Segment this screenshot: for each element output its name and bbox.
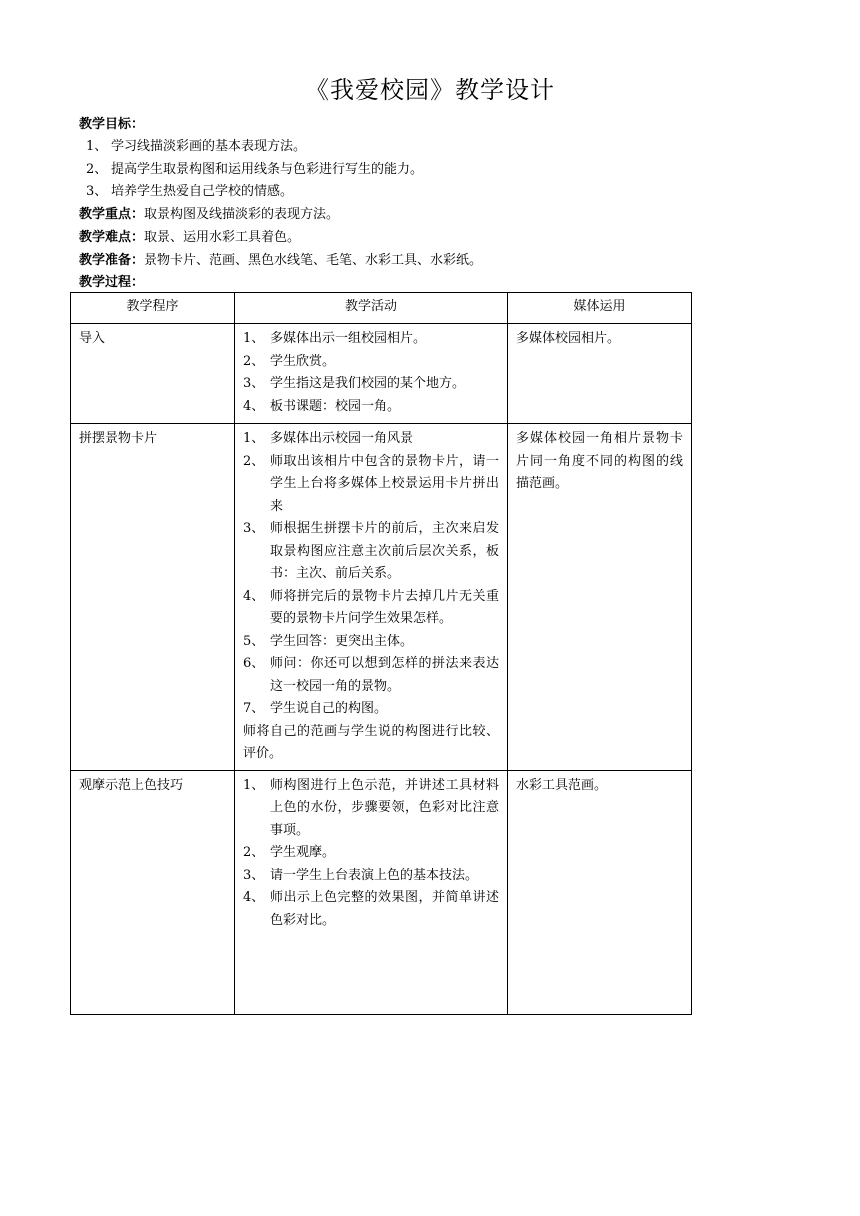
activity-item: [243, 518, 499, 586]
key-point: [79, 204, 339, 226]
objective-item: [86, 159, 423, 182]
activity-text: 师取出该相片中包含的景物卡片，请一学生上台将多媒体上校景运用卡片拼出来: [270, 453, 499, 514]
objective-number: 3、: [86, 184, 108, 199]
activity-number: 4、: [243, 398, 265, 414]
activity-number: 2、: [243, 453, 265, 469]
activity-item: [243, 351, 499, 374]
activity-text: 师问：你还可以想到怎样的拼法来表达这一校园一角的景物。: [270, 656, 499, 694]
activity-note: 师将自己的范画与学生说的构图进行比较、评价。: [243, 723, 499, 761]
media-cell: 多媒体校园相片。: [508, 324, 692, 424]
activity-number: 1、: [243, 331, 265, 346]
table-row: [71, 770, 692, 1014]
activity-number: 3、: [243, 867, 265, 883]
activity-cell: [235, 424, 508, 771]
activity-text: 学生欣赏。: [270, 353, 336, 369]
activity-item: [243, 842, 499, 865]
objectives-label: 教学目标：: [79, 117, 145, 132]
activity-number: 3、: [243, 376, 265, 391]
header-media: 媒体运用: [508, 293, 692, 324]
objective-text: 学习线描淡彩画的基本表现方法。: [111, 139, 307, 154]
media-cell: 多媒体校园一角相片景物卡片同一角度不同的构图的线描范画。: [508, 424, 692, 771]
activity-item: [243, 396, 499, 419]
activity-item: [243, 428, 499, 451]
difficulty-label: 教学难点：: [79, 230, 145, 245]
header-activity: 教学活动: [235, 293, 508, 324]
table-header-row: [71, 293, 692, 324]
key-point-text: 取景构图及线描淡彩的表现方法。: [144, 207, 340, 222]
activity-number: 4、: [243, 890, 265, 905]
objective-number: 2、: [86, 161, 108, 177]
activity-item: [243, 586, 499, 631]
media-cell: 水彩工具范画。: [508, 770, 692, 1014]
activity-text: 多媒体出示校园一角风景: [270, 431, 414, 446]
process-table: [70, 292, 692, 1015]
activity-item: [243, 887, 499, 932]
activity-text: 多媒体出示一组校园相片。: [270, 331, 427, 346]
page-title: 《我爱校园》教学设计: [305, 76, 555, 104]
activity-item: [243, 328, 499, 351]
step-cell: 观摩示范上色技巧: [71, 770, 235, 1014]
activity-text: 请一学生上台表演上色的基本技法。: [270, 867, 479, 883]
activity-number: 4、: [243, 588, 265, 604]
activity-text: 学生指这是我们校园的某个地方。: [270, 376, 466, 391]
difficulty: [79, 227, 300, 249]
preparation: [79, 250, 482, 272]
preparation-label: 教学准备：: [79, 253, 145, 268]
preparation-text: 景物卡片、范画、黑色水线笔、毛笔、水彩工具、水彩纸。: [144, 253, 483, 268]
activity-text: 板书课题：校园一角。: [270, 398, 401, 414]
activity-item: [243, 865, 499, 888]
activity-number: 2、: [243, 353, 265, 369]
activity-item: [243, 451, 499, 519]
activity-number: 5、: [243, 633, 265, 649]
header-step: 教学程序: [71, 293, 235, 324]
activity-number: 1、: [243, 431, 265, 446]
activity-text: 学生观摩。: [270, 845, 336, 860]
activity-number: 7、: [243, 701, 265, 716]
objective-text: 提高学生取景构图和运用线条与色彩进行写生的能力。: [111, 161, 424, 177]
activity-text: 学生回答：更突出主体。: [270, 633, 414, 649]
objective-item: [86, 181, 423, 204]
key-point-label: 教学重点：: [79, 207, 145, 222]
activity-cell: [235, 770, 508, 1014]
activity-number: 2、: [243, 845, 265, 860]
activity-text: 师出示上色完整的效果图，并简单讲述色彩对比。: [270, 890, 499, 928]
activity-cell: [235, 324, 508, 424]
activity-item: [243, 698, 499, 721]
activity-number: 1、: [243, 777, 265, 793]
objective-number: 1、: [86, 139, 108, 154]
activity-text: 师将拼完后的景物卡片去掉几片无关重要的景物卡片问学生效果怎样。: [270, 588, 499, 626]
table-row: [71, 324, 692, 424]
process-label: 教学过程：: [79, 275, 145, 290]
table-row: [71, 424, 692, 771]
activity-number: 3、: [243, 521, 265, 536]
activity-item: [243, 631, 499, 654]
difficulty-text: 取景、运用水彩工具着色。: [144, 230, 301, 245]
activity-item: [243, 373, 499, 396]
activity-item: [243, 653, 499, 698]
activity-text: 师构图进行上色示范，并讲述工具材料上色的水份，步骤要领，色彩对比注意事项。: [270, 777, 499, 838]
step-cell: 导入: [71, 324, 235, 424]
step-cell: 拼摆景物卡片: [71, 424, 235, 771]
activity-number: 6、: [243, 656, 265, 671]
activity-item: [243, 775, 499, 843]
activity-text: 师根据生拼摆卡片的前后，主次来启发取景构图应注意主次前后层次关系，板书：主次、前后关系。: [270, 521, 499, 581]
activity-text: 学生说自己的构图。: [270, 701, 388, 716]
objective-item: [86, 136, 423, 159]
objectives-list: [86, 136, 423, 204]
objective-text: 培养学生热爱自己学校的情感。: [111, 184, 294, 199]
